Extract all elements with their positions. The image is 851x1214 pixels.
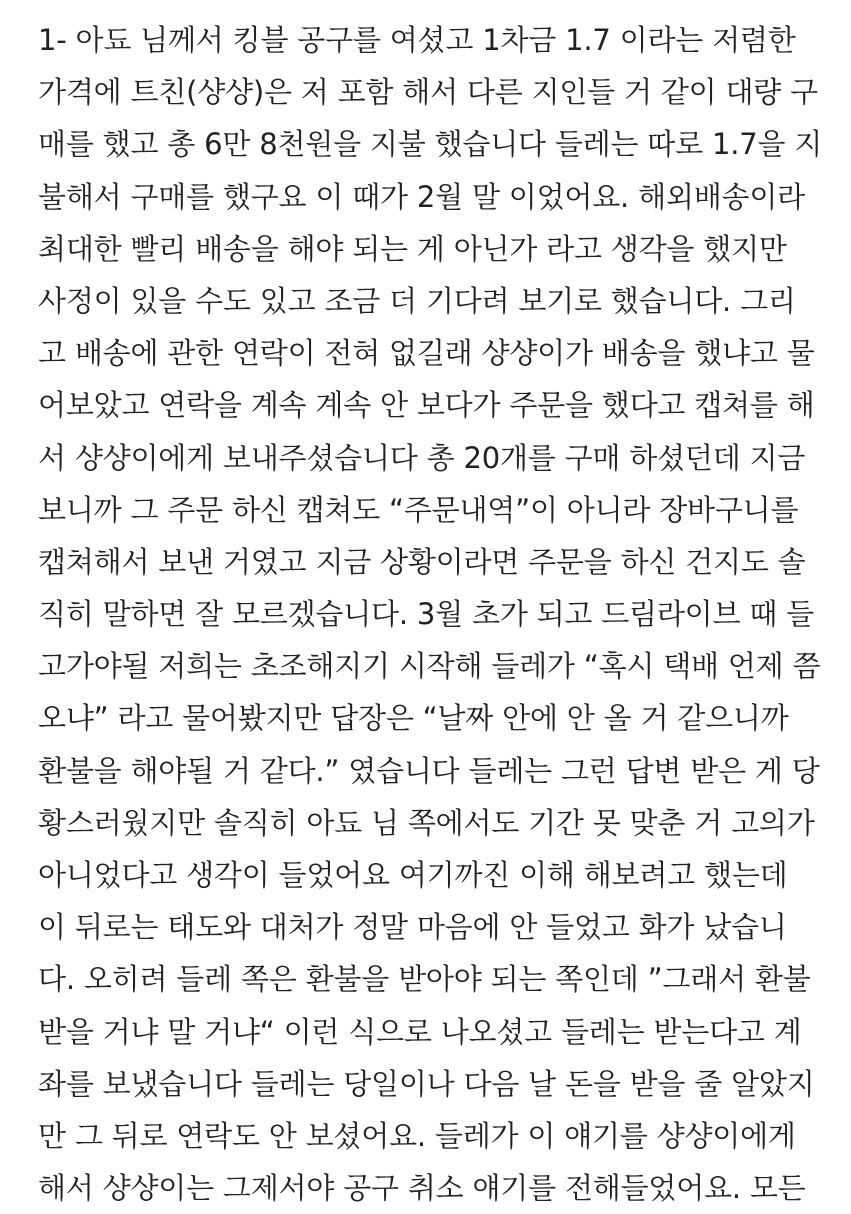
text-line: 보니까 그 주문 하신 캡쳐도 “주문내역”이 아니라 장바구니를 — [38, 492, 799, 527]
document-body — [38, 14, 838, 1214]
text-line: 최대한 빨리 배송을 해야 되는 게 아닌가 라고 생각을 했지만 — [38, 231, 787, 266]
text-line: 받을 거냐 말 거냐“ 이런 식으로 나오셨고 들레는 받는다고 계 — [38, 1014, 802, 1049]
text-line: 오냐” 라고 물어봤지만 답장은 “날짜 안에 안 올 거 같으니까 — [38, 701, 789, 736]
text-line: 고 배송에 관한 연락이 전혀 없길래 샹샹이가 배송을 했냐고 물 — [38, 336, 815, 371]
text-line: 좌를 보냈습니다 들레는 당일이나 다음 날 돈을 받을 줄 알았지 — [38, 1066, 815, 1101]
text-line: 캡쳐해서 보낸 거였고 지금 상황이라면 주문을 하신 건지도 솔 — [38, 544, 806, 579]
text-line: 불해서 구매를 했구요 이 때가 2월 말 이었어요. 해외배송이라 — [38, 179, 805, 214]
text-line: 아니었다고 생각이 들었어요 여기까진 이해 해보려고 했는데 — [38, 858, 788, 892]
text-line: 다. 오히려 들레 쪽은 환불을 받아야 되는 쪽인데 ”그래서 환불 — [38, 962, 811, 997]
text-line: 해서 샹샹이는 그제서야 공구 취소 얘기를 전해들었어요. 모든 — [38, 1171, 806, 1206]
text-line: 가격에 트친(샹샹)은 저 포함 해서 다른 지인들 거 같이 대량 구 — [38, 75, 818, 110]
text-line: 매를 했고 총 6만 8천원을 지불 했습니다 들레는 따로 1.7을 지 — [38, 127, 823, 162]
text-line: 이 뒤로는 태도와 대처가 정말 마음에 안 들었고 화가 났습니 — [38, 910, 787, 945]
text-line: 환불을 해야될 거 같다.” 였습니다 들레는 그런 답변 받은 게 당 — [38, 753, 820, 788]
text-line: 직히 말하면 잘 모르겠습니다. 3월 초가 되고 드림라이브 때 들 — [38, 597, 814, 632]
text-line: 사정이 있을 수도 있고 조금 더 기다려 보기로 했습니다. 그리 — [38, 283, 796, 318]
text-line: 1- 아됴 님께서 킹블 공구를 여셨고 1차금 1.7 이라는 저렴한 — [38, 23, 796, 57]
text-line: 서 샹샹이에게 보내주셨습니다 총 20개를 구매 하셨던데 지금 — [38, 440, 806, 475]
text-line: 만 그 뒤로 연락도 안 보셨어요. 들레가 이 얘기를 샹샹이에게 — [38, 1118, 796, 1153]
text-line: 황스러웠지만 솔직히 아됴 님 쪽에서도 기간 못 맞춘 거 고의가 — [38, 805, 815, 840]
text-line: 어보았고 연락을 계속 계속 안 보다가 주문을 했다고 캡쳐를 해 — [38, 388, 815, 423]
text-line: 고가야될 저희는 초조해지기 시작해 들레가 “혹시 택배 언제 쯤 — [38, 649, 821, 684]
